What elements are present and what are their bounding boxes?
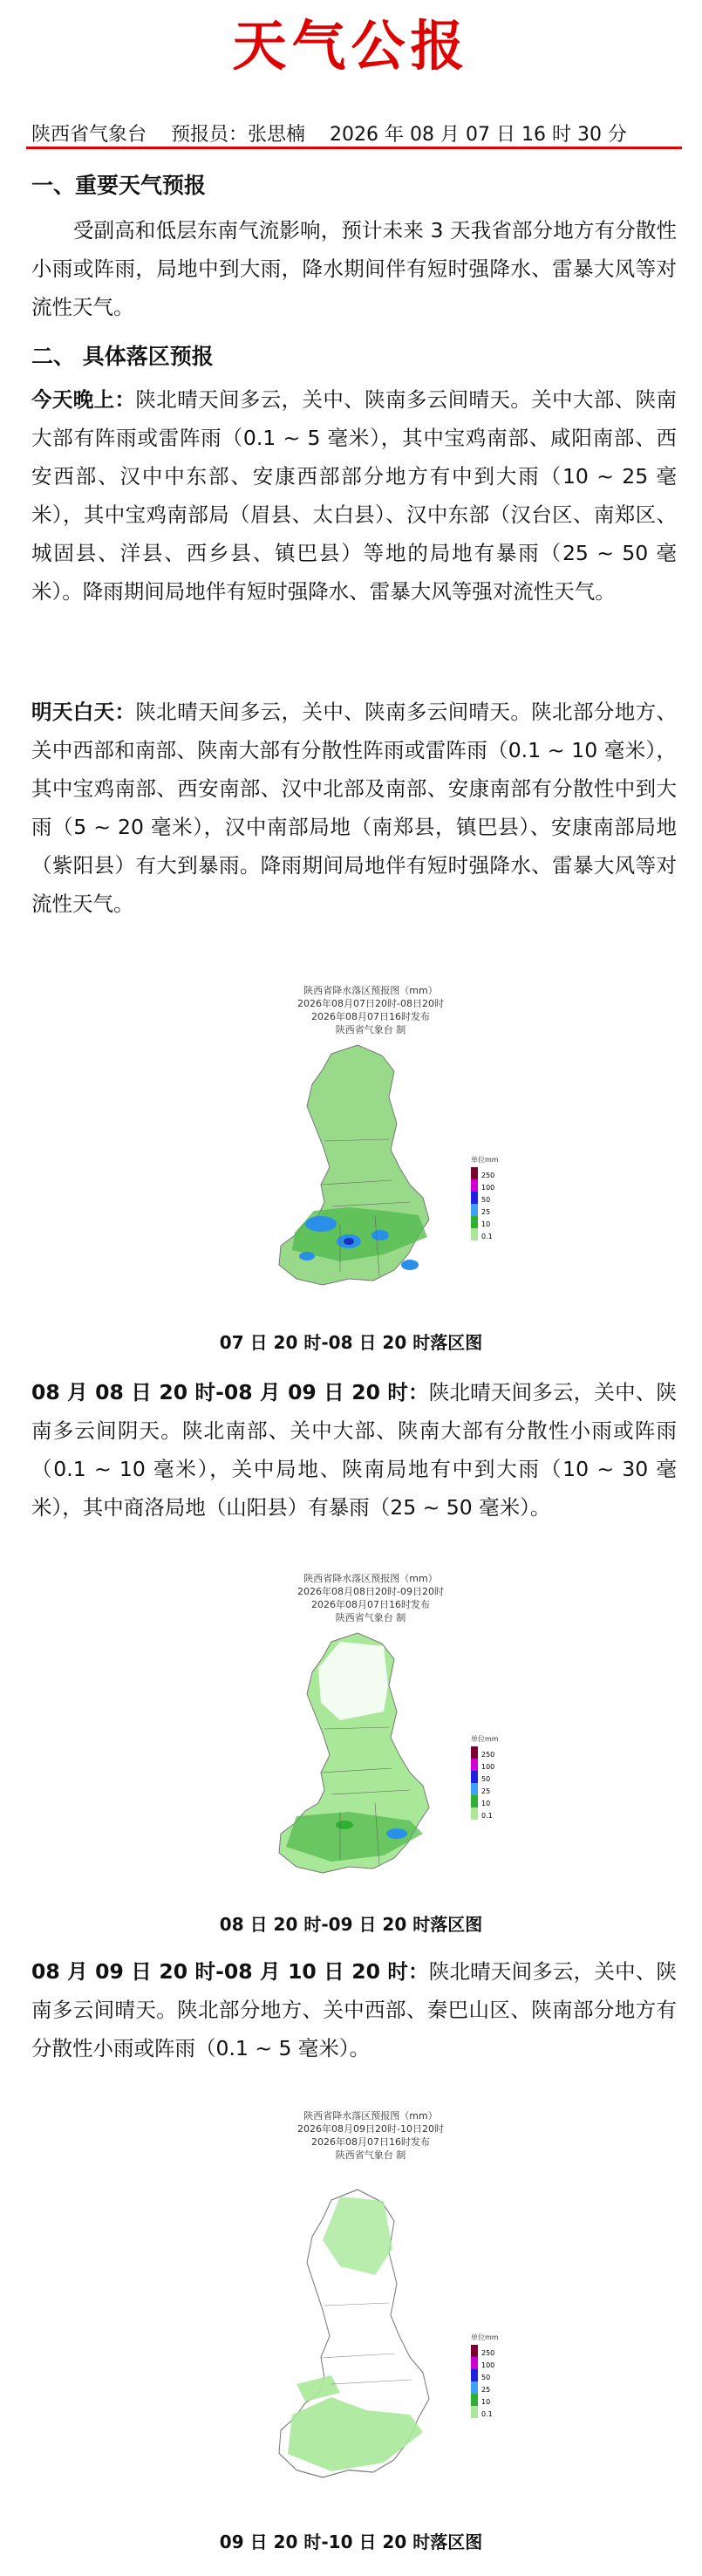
map-title-line: 2026年08月08日20时-09日20时 bbox=[297, 1586, 444, 1597]
legend-label: 100 bbox=[481, 1763, 495, 1771]
period-tonight bbox=[31, 380, 677, 611]
map-title-line: 陕西省气象台 制 bbox=[335, 2149, 406, 2161]
legend-label: 10 bbox=[481, 2398, 491, 2406]
period-text: 陕北晴天间多云，关中、陕南多云间阴天。陕北南部、关中大部、陕南大部有分散性小雨或阵雨（0.1 ~ 10 毫米），关中局地、陕南局地有中到大雨（10 ~ 30 毫米），其中商洛局地（山阳县）有暴雨（25 ~ 50 毫米）。 bbox=[31, 1380, 677, 1520]
period-label: 08 月 08 日 20 时-08 月 09 日 20 时： bbox=[31, 1380, 429, 1404]
legend-label: 0.1 bbox=[481, 1812, 493, 1820]
shaanxi-map-svg bbox=[209, 2162, 532, 2511]
legend-label: 100 bbox=[481, 1184, 495, 1192]
period-text: 陕北晴天间多云，关中、陕南多云间晴天。关中大部、陕南大部有阵雨或雷阵雨（0.1 ~ 5 毫米），其中宝鸡南部、咸阳南部、西安西部、汉中中东部、安康西部部分地方有中到大雨（10 ~ 25 毫米），其中宝鸡南部局（眉县、太白县）、汉中东部（汉台区、南郑区、城固县、洋县、西乡县、镇巴县）等地的局地有暴雨（25 ~ 50 毫米）。降雨期间局地伴有短时强降水、雷暴大风等强对流性天气。 bbox=[31, 387, 678, 604]
period-text: 陕北晴天间多云，关中、陕南多云间晴天。陕北部分地方、关中西部、秦巴山区、陕南部分地方有分散性小雨或阵雨（0.1 ~ 5 毫米）。 bbox=[31, 1959, 677, 2060]
map-legend bbox=[471, 1734, 499, 1820]
header-info bbox=[31, 122, 677, 148]
rain-zone bbox=[336, 1821, 353, 1829]
agency-name: 陕西省气象台 bbox=[31, 124, 147, 146]
section1-text: 受副高和低层东南气流影响，预计未来 3 天我省部分地方有分散性小雨或阵雨，局地中到大雨，降水期间伴有短时强降水、雷暴大风等对流性天气。 bbox=[31, 218, 677, 319]
rain-map-3 bbox=[209, 2109, 532, 2514]
legend-label: 250 bbox=[481, 1172, 495, 1179]
map-caption-2: 08 日 20 时-09 日 20 时落区图 bbox=[219, 1914, 483, 1935]
rain-zone bbox=[344, 1238, 354, 1245]
legend-label: 10 bbox=[481, 1220, 491, 1228]
map-title-line: 2026年08月07日16时发布 bbox=[311, 1599, 430, 1610]
rain-zone bbox=[386, 1828, 407, 1839]
legend-label: 250 bbox=[481, 1751, 495, 1759]
period-day4 bbox=[31, 1952, 677, 2067]
period-label: 今天晚上： bbox=[31, 387, 136, 412]
period-day3 bbox=[31, 1373, 677, 1527]
period-tomorrow bbox=[31, 693, 677, 923]
legend-label: 10 bbox=[481, 1800, 491, 1807]
legend-label: 50 bbox=[481, 2374, 491, 2381]
legend-unit: 单位mm bbox=[471, 2333, 499, 2341]
map-title-line: 陕西省降水落区预报图（mm） bbox=[303, 1573, 438, 1584]
bulletin-title: 天气公报 bbox=[232, 14, 470, 78]
map-title-line: 2026年08月07日16时发布 bbox=[311, 1011, 430, 1022]
rain-zone bbox=[401, 1260, 419, 1270]
map-title-line: 2026年08月07日20时-08日20时 bbox=[297, 998, 444, 1009]
issue-datetime: 2026 年 08 月 07 日 16 时 30 分 bbox=[330, 124, 627, 146]
legend-label: 0.1 bbox=[481, 2410, 493, 2418]
shaanxi-map-svg bbox=[209, 1624, 532, 1895]
section2-heading: 二、 具体落区预报 bbox=[31, 344, 214, 369]
legend-label: 50 bbox=[481, 1196, 491, 1204]
map-legend bbox=[471, 1155, 499, 1240]
section1-heading: 一、重要天气预报 bbox=[31, 173, 207, 198]
rain-zone bbox=[299, 1252, 315, 1261]
map-title-line: 2026年08月07日16时发布 bbox=[311, 2136, 430, 2148]
shaanxi-map-svg bbox=[209, 1036, 532, 1315]
rain-map-2 bbox=[209, 1572, 532, 1898]
forecaster-name: 预报员：张思楠 bbox=[171, 124, 306, 146]
map-title-line: 陕西省降水落区预报图（mm） bbox=[303, 2110, 438, 2122]
legend-label: 250 bbox=[481, 2349, 495, 2357]
map-title-line: 陕西省气象台 制 bbox=[335, 1024, 406, 1035]
map-title-line: 陕西省降水落区预报图（mm） bbox=[303, 985, 438, 996]
header-rule bbox=[26, 147, 682, 149]
legend-label: 0.1 bbox=[481, 1233, 493, 1240]
legend-label: 50 bbox=[481, 1775, 491, 1783]
rain-zone bbox=[305, 1216, 337, 1232]
period-text: 陕北晴天间多云，关中、陕南多云间晴天。陕北部分地方、关中西部和南部、陕南大部有分散性阵雨或雷阵雨（0.1 ~ 10 毫米），其中宝鸡南部、西安南部、汉中北部及南部、安康南部有分散性中到大雨（5 ~ 20 毫米），汉中南部局地（南郑县，镇巴县）、安康南部局地（紫阳县）有大到暴雨。降雨期间局地伴有短时强降水、雷暴大风等对流性天气。 bbox=[31, 700, 678, 916]
legend-label: 100 bbox=[481, 2361, 495, 2369]
rain-map-1 bbox=[209, 984, 532, 1319]
legend-unit: 单位mm bbox=[471, 1156, 499, 1164]
legend-label: 25 bbox=[481, 1787, 491, 1795]
map-caption-1: 07 日 20 时-08 日 20 时落区图 bbox=[219, 1332, 483, 1353]
map-title-line: 2026年08月09日20时-10日20时 bbox=[297, 2123, 444, 2135]
rain-zone bbox=[371, 1230, 389, 1240]
period-label: 明天白天： bbox=[31, 700, 136, 724]
map-legend bbox=[471, 2333, 499, 2418]
legend-unit: 单位mm bbox=[471, 1735, 499, 1743]
legend-label: 25 bbox=[481, 2386, 491, 2394]
map-caption-3: 09 日 20 时-10 日 20 时落区图 bbox=[219, 2532, 483, 2552]
map-title-line: 陕西省气象台 制 bbox=[335, 1612, 406, 1623]
legend-label: 25 bbox=[481, 1208, 491, 1216]
period-label: 08 月 09 日 20 时-08 月 10 日 20 时： bbox=[31, 1959, 429, 1984]
